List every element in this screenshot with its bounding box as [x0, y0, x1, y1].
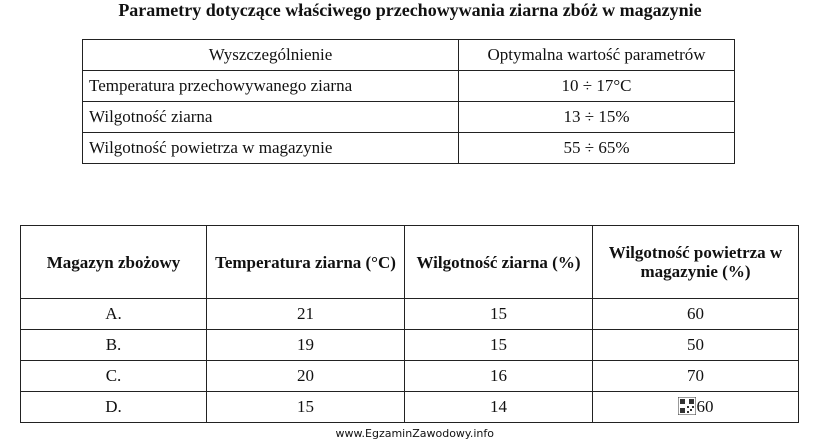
table-cell: 15 — [405, 330, 593, 361]
table-row — [21, 299, 799, 330]
table-row — [21, 330, 799, 361]
table-row — [21, 392, 799, 423]
column-header: Wyszczególnienie — [83, 40, 459, 71]
table-row — [83, 102, 735, 133]
table-cell: 15 — [405, 299, 593, 330]
column-header: Temperatura ziarna (°C) — [207, 226, 405, 299]
table-cell: 19 — [207, 330, 405, 361]
table-cell: 55 ÷ 65% — [459, 133, 735, 164]
table-cell: 13 ÷ 15% — [459, 102, 735, 133]
table-cell: C. — [21, 361, 207, 392]
table-cell: 15 — [207, 392, 405, 423]
table-cell: 50 — [593, 330, 799, 361]
qr-code-icon — [678, 397, 696, 415]
table-cell-value: 60 — [696, 397, 714, 416]
table-header-row — [83, 40, 735, 71]
table-header-row — [21, 226, 799, 299]
table-row — [83, 71, 735, 102]
warehouse-table — [20, 225, 799, 423]
table-cell: 10 ÷ 17°C — [459, 71, 735, 102]
table-cell: Wilgotność powietrza w magazynie — [83, 133, 459, 164]
column-header: Optymalna wartość parametrów — [459, 40, 735, 71]
table-cell: 16 — [405, 361, 593, 392]
table-cell: Temperatura przechowywanego ziarna — [83, 71, 459, 102]
table-cell: A. — [21, 299, 207, 330]
page-title: Parametry dotyczące właściwego przechowywania ziarna zbóż w magazynie — [118, 0, 702, 20]
table-cell: Wilgotność ziarna — [83, 102, 459, 133]
column-header: Wilgotność powietrza w magazynie (%) — [593, 226, 799, 299]
table-cell — [593, 392, 799, 423]
column-header: Magazyn zbożowy — [21, 226, 207, 299]
parameters-table — [82, 39, 735, 164]
table-cell: 70 — [593, 361, 799, 392]
table-cell: 14 — [405, 392, 593, 423]
table-cell: D. — [21, 392, 207, 423]
table-row — [21, 361, 799, 392]
table-row — [83, 133, 735, 164]
column-header: Wilgotność ziarna (%) — [405, 226, 593, 299]
footer-watermark: www.EgzaminZawodowy.info — [335, 427, 494, 440]
table-cell: 60 — [593, 299, 799, 330]
table-cell: 20 — [207, 361, 405, 392]
table-cell: B. — [21, 330, 207, 361]
table-cell: 21 — [207, 299, 405, 330]
